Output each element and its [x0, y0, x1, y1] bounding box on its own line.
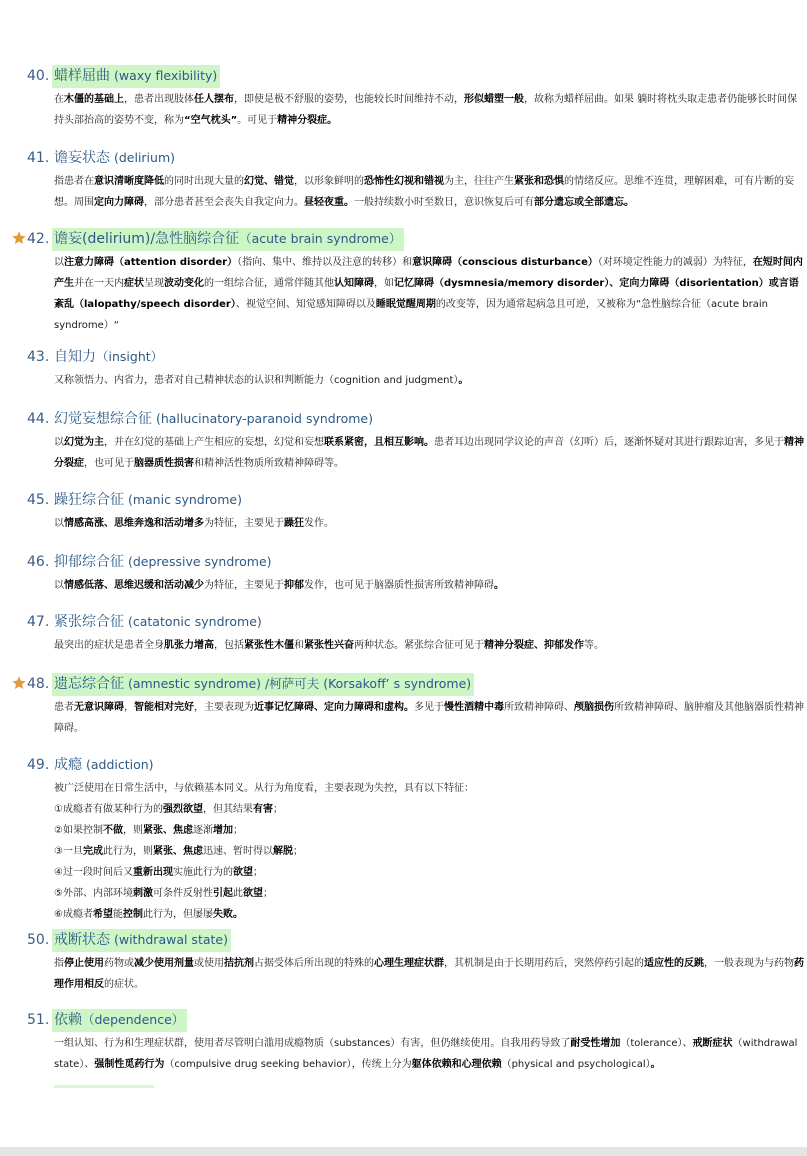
entry-body: 以情感低落、思维迟缓和活动减少为特征，主要见于抑郁发作，也可见于脑器质性损害所致精神障碍。 — [54, 580, 504, 591]
entry-heading — [0, 410, 807, 432]
entry-50 — [0, 931, 807, 995]
entry-heading — [0, 491, 807, 513]
entry-body: 以情感高涨、思维奔逸和活动增多为特征，主要见于躁狂发作。 — [54, 518, 334, 529]
entry-heading — [0, 613, 807, 635]
entry-heading — [0, 756, 807, 778]
entry-heading — [0, 553, 807, 575]
entry-title: 戒断状态 (withdrawal state) — [52, 929, 231, 952]
entry-number: 41. — [27, 150, 50, 166]
entry-number: 49. — [27, 757, 50, 773]
entry-title: 抑郁综合征 (depressive syndrome) — [54, 554, 272, 570]
entry-title: 谵妄状态 (delirium) — [54, 150, 176, 166]
entry-body: 患者无意识障碍，智能相对完好，主要表现为近事记忆障碍、定向力障碍和虚构。多见于慢性酒精中毒所致精神障碍、颅脑损伤所致精神障碍、脑肿瘤及其他脑器质性精神障碍。 — [54, 702, 804, 734]
entry-body: 在木僵的基础上，患者出现肢体任人摆布，即使是极不舒服的姿势，也能较长时间维持不动，形似蜡塑一般，故称为蜡样屈曲。如果 躺时将枕头取走患者仍能够长时间保持头部抬高的姿势不变，称为“空气枕头”。可见于精神分裂症。 — [54, 94, 798, 126]
entry-heading — [0, 230, 807, 252]
entry-heading — [0, 348, 807, 370]
entry-title: 自知力（insight） — [54, 349, 164, 365]
entry-number: 42. — [27, 231, 50, 247]
star-icon — [11, 675, 27, 691]
entry-body: 一组认知、行为和生理症状群，使用者尽管明白滥用成瘾物质（substances）有害，但仍继续使用。自我用药导致了耐受性增加（tolerance）、戒断症状（withdrawal state）、强制性觅药行为（compulsive drug seeking behavior），传统上分为躯体依赖和心理依赖（physical and psychological）。 — [54, 1038, 798, 1070]
entry-body: 指停止使用药物或减少使用剂量或使用拮抗剂占据受体后所出现的特殊的心理生理症状群，其机制是由于长期用药后，突然停药引起的适应性的反跳，一般表现为与药物药理作用相反的症状。 — [54, 958, 804, 990]
entry-48 — [0, 675, 807, 739]
entry-title: 幻觉妄想综合征 (hallucinatory-paranoid syndrome) — [54, 411, 373, 427]
entry-number: 46. — [27, 554, 50, 570]
entry-number: 40. — [27, 68, 50, 84]
entry-heading — [0, 1011, 807, 1033]
entry-42 — [0, 230, 807, 336]
entry-title: 蜡样屈曲 (waxy flexibility) — [52, 65, 220, 88]
entry-body: 以幻觉为主，并在幻觉的基础上产生相应的妄想，幻觉和妄想联系紧密，且相互影响。患者耳边出现同学议论的声音（幻听）后，逐渐怀疑对其进行跟踪迫害，多见于精神分裂症，也可见于脑器质性损害和精神活性物质所致精神障碍等。 — [54, 437, 804, 469]
entry-46 — [0, 553, 807, 596]
entry-44 — [0, 410, 807, 474]
entry-heading — [0, 931, 807, 953]
entry-number: 43. — [27, 349, 50, 365]
entry-number: 47. — [27, 614, 50, 630]
entry-number: 50. — [27, 932, 50, 948]
entry-body: 被广泛使用在日常生活中，与依赖基本同义。从行为角度看，主要表现为失控，具有以下特征： ①成瘾者有做某种行为的强烈欲望，但其结果有害； ②如果控制不做，则紧张、焦虑逐渐增加； ③一旦完成此行为，则紧张、焦虑迅速、暂时得以解脱； ④过一段时间后又重新出现实施此行为的欲望； ⑤外部、内部环境刺激可条件反射性引起此欲望； ⑥成瘾者希望能控制此行为，但屡屡失败。 — [54, 783, 474, 920]
next-entry-highlight-stub — [54, 1085, 154, 1088]
entry-47 — [0, 613, 807, 656]
entry-body: 以注意力障碍（attention disorder）（指向、集中、维持以及注意的转移）和意识障碍（conscious disturbance）（对环境定性能力的减弱）为特征，在短时间内产生并在一天内症状呈现波动变化的一组综合征，通常伴随其他认知障碍，如记忆障碍（dysmnesia/memory disorder）、定向力障碍（disorientation）或言语紊乱（lalopathy/speech disorder）、视觉空间、知觉感知障碍以及睡眠觉醒周期的改变等，因为通常起病急且可逆，又被称为“急性脑综合征（acute brain syndrome）“ — [54, 257, 803, 331]
entry-43 — [0, 348, 807, 391]
entry-heading — [0, 67, 807, 89]
entry-41 — [0, 149, 807, 213]
star-icon — [11, 230, 27, 246]
entry-body: 指患者在意识清晰度降低的同时出现大量的幻觉、错觉，以形象鲜明的恐怖性幻视和错视为主，往往产生紧张和恐惧的情绪反应。思维不连贯，理解困难，可有片断的妄想。周围定向力障碍，部分患者甚至会丧失自我定向力。昼轻夜重。一般持续数小时至数日，意识恢复后可有部分遗忘或全部遗忘。 — [54, 176, 794, 208]
entry-title: 成瘾 (addiction) — [54, 757, 154, 773]
entry-title: 遗忘综合征 (amnestic syndrome) /柯萨可夫 (Korsakoff’ s syndrome) — [52, 673, 474, 696]
entry-number: 51. — [27, 1012, 50, 1028]
entry-number: 48. — [27, 676, 50, 692]
entry-49 — [0, 756, 807, 925]
entry-40 — [0, 67, 807, 131]
entry-heading — [0, 675, 807, 697]
entry-number: 44. — [27, 411, 50, 427]
entry-title: 谵妄(delirium)/急性脑综合征（acute brain syndrome） — [52, 228, 404, 251]
entry-title: 躁狂综合征 (manic syndrome) — [54, 492, 242, 508]
page-bottom-bar — [0, 1147, 807, 1156]
entry-45 — [0, 491, 807, 534]
entry-body: 最突出的症状是患者全身肌张力增高，包括紧张性木僵和紧张性兴奋两种状态。紧张综合征可见于精神分裂症、抑郁发作等。 — [54, 640, 604, 651]
entry-title: 紧张综合征 (catatonic syndrome) — [54, 614, 262, 630]
entry-title: 依赖（dependence） — [52, 1009, 187, 1032]
entry-number: 45. — [27, 492, 50, 508]
entry-heading — [0, 149, 807, 171]
entry-51 — [0, 1011, 807, 1075]
entry-body: 又称领悟力、内省力，患者对自己精神状态的认识和判断能力（cognition and judgment）。 — [54, 375, 469, 386]
